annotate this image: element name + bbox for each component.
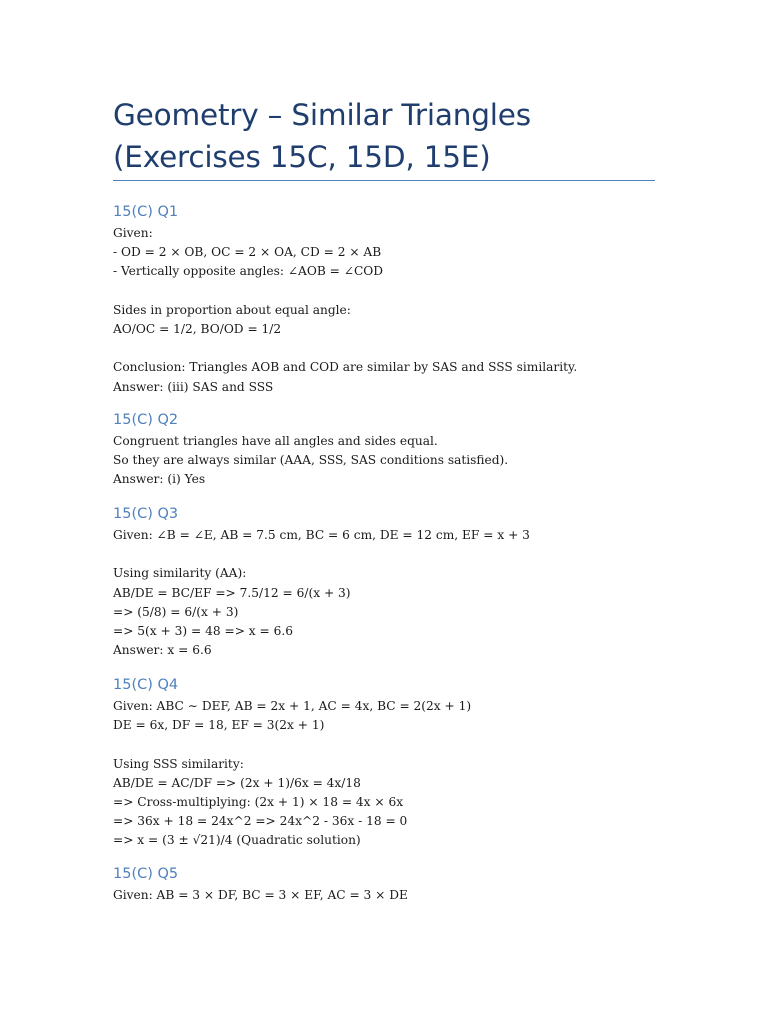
text-line: Answer: (iii) SAS and SSS: [113, 379, 274, 394]
text-line: Given: ABC ∼ DEF, AB = 2x + 1, AC = 4x, BC = 2(2x + 1): [113, 699, 472, 713]
section-q1: [113, 202, 713, 397]
blank-line: [113, 282, 713, 301]
text-line: => (5/8) = 6/(x + 3): [113, 604, 239, 619]
text-line: => x = (3 ± √21)/4 (Quadratic solution): [113, 833, 361, 848]
text-line: - OD = 2 × OB, OC = 2 × OA, CD = 2 × AB: [113, 245, 382, 260]
section-heading: 15(C) Q5: [113, 866, 179, 882]
text-line: Answer: x = 6.6: [113, 643, 212, 658]
blank-line: [113, 735, 713, 754]
text-line: => 36x + 18 = 24x^2 => 24x^2 - 36x - 18 = 0: [113, 814, 408, 829]
section-heading: 15(C) Q1: [113, 204, 179, 220]
text-line: => 5(x + 3) = 48 => x = 6.6: [113, 623, 294, 638]
text-line: Answer: (i) Yes: [113, 472, 206, 487]
text-line: - Vertically opposite angles: ∠AOB = ∠COD: [113, 264, 384, 279]
section-heading: 15(C) Q4: [113, 677, 179, 693]
section-q3: [113, 504, 713, 660]
text-line: Given: AB = 3 × DF, BC = 3 × EF, AC = 3 × DE: [113, 888, 408, 902]
text-line: AB/DE = AC/DF => (2x + 1)/6x = 4x/18: [113, 775, 361, 790]
text-line: Conclusion: Triangles AOB and COD are similar by SAS and SSS similarity.: [113, 360, 578, 375]
text-line: Given:: [113, 226, 153, 240]
blank-line: [113, 545, 713, 564]
section-q4: [113, 675, 713, 851]
document-title: Geometry – Similar Triangles (Exercises 15C, 15D, 15E): [113, 98, 531, 174]
blank-line: [113, 339, 713, 358]
text-line: Given: ∠B = ∠E, AB = 7.5 cm, BC = 6 cm, DE = 12 cm, EF = x + 3: [113, 528, 530, 542]
text-line: => Cross-multiplying: (2x + 1) × 18 = 4x × 6x: [113, 794, 404, 809]
section-heading: 15(C) Q2: [113, 412, 179, 428]
text-line: Sides in proportion about equal angle:: [113, 302, 351, 317]
section-heading: 15(C) Q3: [113, 506, 179, 522]
title-divider: [113, 180, 655, 181]
section-q5: [113, 864, 713, 905]
text-line: Using SSS similarity:: [113, 756, 244, 771]
text-line: Using similarity (AA):: [113, 566, 247, 581]
text-line: Congruent triangles have all angles and sides equal.: [113, 434, 438, 448]
section-q2: [113, 410, 713, 490]
text-line: DE = 6x, DF = 18, EF = 3(2x + 1): [113, 718, 325, 733]
text-line: AB/DE = BC/EF => 7.5/12 = 6/(x + 3): [113, 585, 351, 600]
text-line: So they are always similar (AAA, SSS, SAS conditions satisfied).: [113, 453, 509, 468]
text-line: AO/OC = 1/2, BO/OD = 1/2: [113, 321, 282, 336]
